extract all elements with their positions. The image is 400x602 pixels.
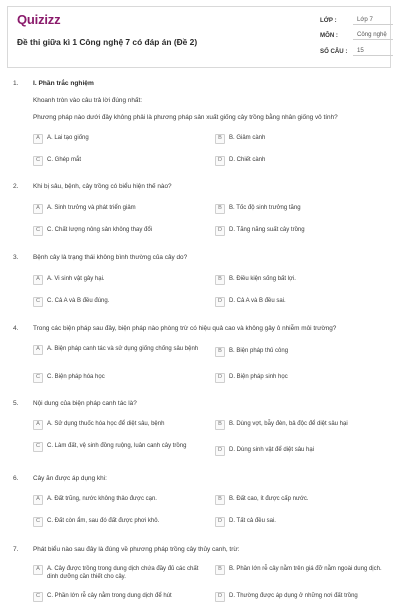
option-letter: C — [33, 517, 43, 527]
option-text: A. Vi sinh vật gây hại. — [47, 276, 105, 282]
meta-row-class — [320, 16, 393, 25]
question-number: 4. — [13, 325, 19, 332]
option-text: D. Tăng năng suất cây trồng — [229, 227, 305, 233]
option-letter: B — [215, 565, 225, 575]
option-letter: D — [215, 156, 225, 166]
option-text: B. Giâm cành — [229, 135, 266, 141]
option-letter: C — [33, 442, 43, 452]
option-d[interactable] — [215, 373, 380, 383]
option-letter: B — [215, 134, 225, 144]
option-d[interactable] — [215, 297, 380, 307]
option-letter: D — [215, 517, 225, 527]
question-text: Cây ăn được áp dụng khi: — [33, 475, 107, 482]
option-letter: A — [33, 565, 43, 575]
option-letter: A — [33, 495, 43, 505]
option-text: A. Cây được trồng trong dung dịch chứa đầy đủ các chất dinh dưỡng cần thiết cho cây. — [47, 566, 199, 580]
option-text: A. Sử dụng thuốc hóa học để diệt sâu, bệnh — [47, 421, 165, 427]
option-text: A. Đất trũng, nước không thảo được cạn. — [47, 496, 157, 502]
question-text: Nội dung của biện pháp canh tác là? — [33, 400, 137, 407]
option-c[interactable] — [33, 442, 203, 452]
meta-label: LỚP : — [320, 17, 337, 24]
section-heading: I. Phần trắc nghiệm — [33, 80, 94, 87]
meta-value: 15 — [353, 47, 393, 56]
option-text: C. Ghép mắt — [47, 157, 82, 163]
option-c[interactable] — [33, 373, 198, 383]
option-a[interactable] — [33, 134, 198, 144]
option-text: A. Lai tạo giống — [47, 135, 89, 141]
option-letter: A — [33, 204, 43, 214]
option-letter: A — [33, 420, 43, 430]
question-number: 5. — [13, 400, 19, 407]
option-d[interactable] — [215, 517, 390, 527]
option-letter: B — [215, 204, 225, 214]
option-c[interactable] — [33, 226, 198, 236]
question-number: 6. — [13, 475, 19, 482]
option-text: D. Dùng sinh vật để diệt sâu hại — [229, 447, 315, 453]
option-text: C. Làm đất, vệ sinh đồng ruộng, luân canh cây trồng — [47, 443, 187, 449]
option-letter: D — [215, 446, 225, 456]
question-number: 7. — [13, 546, 19, 553]
question-number: 3. — [13, 254, 19, 261]
option-a[interactable] — [33, 204, 198, 214]
option-b[interactable] — [215, 565, 390, 575]
option-letter: B — [215, 275, 225, 285]
option-text: D. Tất cả đều sai. — [229, 518, 276, 524]
option-letter: C — [33, 156, 43, 166]
meta-value: Công nghệ — [353, 31, 393, 40]
option-d[interactable] — [215, 156, 380, 166]
question-number: 1. — [13, 80, 19, 87]
option-letter: C — [33, 226, 43, 236]
option-letter: B — [215, 347, 225, 357]
option-c[interactable] — [33, 297, 198, 307]
option-b[interactable] — [215, 347, 380, 357]
option-text: B. Dùng vợt, bẫy đèn, bả độc để diệt sâu hại — [229, 421, 348, 427]
option-b[interactable] — [215, 420, 390, 430]
meta-row-count — [320, 47, 393, 56]
option-letter: A — [33, 275, 43, 285]
option-text: D. Biện pháp sinh học — [229, 374, 288, 380]
option-text: A. Biện pháp canh tác và sử dụng giống chống sâu bệnh — [47, 346, 199, 352]
option-text: C. Cả A và B đều đúng. — [47, 298, 110, 304]
option-text: D. Thường được áp dụng ở những nơi đất trồng — [229, 593, 358, 599]
option-letter: D — [215, 297, 225, 307]
option-a[interactable] — [33, 565, 208, 582]
option-a[interactable] — [33, 420, 208, 430]
option-c[interactable] — [33, 517, 208, 527]
option-d[interactable] — [215, 226, 380, 236]
question-text: Phát biểu nào sau đây là đúng về phương pháp trồng cây thủy canh, trừ: — [33, 546, 240, 553]
option-d[interactable] — [215, 592, 390, 602]
option-b[interactable] — [215, 204, 380, 214]
option-d[interactable] — [215, 446, 390, 456]
question-text: Trong các biện pháp sau đây, biện pháp nào phòng trừ có hiệu quả cao và không gây ô nhiễm môi trường? — [33, 325, 337, 332]
option-b[interactable] — [215, 275, 380, 285]
worksheet-header — [7, 6, 391, 68]
option-text: A. Sinh trưởng và phát triển giảm — [47, 205, 136, 211]
option-letter: B — [215, 420, 225, 430]
option-a[interactable] — [33, 345, 208, 355]
question-text: Phương pháp nào dưới đây không phải là phương pháp sản xuất giống cây trồng bằng nhân giống vô tính? — [33, 114, 338, 121]
quizizz-logo: Quizizz — [17, 12, 61, 27]
option-letter: B — [215, 495, 225, 505]
option-text: B. Biện pháp thủ công — [229, 348, 289, 354]
question-text: Bệnh cây là trạng thái không bình thường của cây do? — [33, 254, 188, 261]
option-text: D. Chiết cành — [229, 157, 266, 163]
meta-value: Lớp 7 — [353, 16, 393, 25]
option-letter: C — [33, 373, 43, 383]
option-text: D. Cả A và B đều sai. — [229, 298, 286, 304]
option-letter: A — [33, 134, 43, 144]
meta-label: SỐ CÂU : — [320, 48, 348, 55]
question-text: Khi bị sâu, bệnh, cây trồng có biểu hiện thế nào? — [33, 183, 172, 190]
instruction: Khoanh tròn vào câu trả lời đúng nhất: — [33, 97, 142, 104]
option-letter: D — [215, 226, 225, 236]
option-text: B. Phần lớn rễ cây nằm trên giá đỡ nằm ngoài dung dịch. — [229, 566, 382, 572]
option-b[interactable] — [215, 134, 380, 144]
meta-row-subject — [320, 31, 393, 40]
option-letter: D — [215, 592, 225, 602]
option-text: B. Tốc độ sinh trưởng tăng — [229, 205, 301, 211]
option-text: B. Điều kiện sống bất lợi. — [229, 276, 296, 282]
meta-label: MÔN : — [320, 32, 338, 39]
option-letter: D — [215, 373, 225, 383]
option-c[interactable] — [33, 592, 208, 602]
option-text: C. Phần lớn rễ cây nằm trong dung dịch để hút — [47, 593, 172, 599]
option-b[interactable] — [215, 495, 390, 505]
worksheet-title: Đề thi giữa kì 1 Công nghệ 7 có đáp án (Đề 2) — [17, 37, 198, 47]
option-a[interactable] — [33, 275, 198, 285]
option-letter: A — [33, 345, 43, 355]
option-text: C. Biện pháp hóa học — [47, 374, 105, 380]
option-letter: C — [33, 297, 43, 307]
option-letter: C — [33, 592, 43, 602]
question-number: 2. — [13, 183, 19, 190]
option-a[interactable] — [33, 495, 208, 505]
option-text: C. Chất lượng nông sản không thay đổi — [47, 227, 153, 233]
option-c[interactable] — [33, 156, 198, 166]
option-text: C. Đất còn ẩm, sau đó đất được phơi khô. — [47, 518, 160, 524]
option-text: B. Đất cao, ít được cấp nước. — [229, 496, 309, 502]
